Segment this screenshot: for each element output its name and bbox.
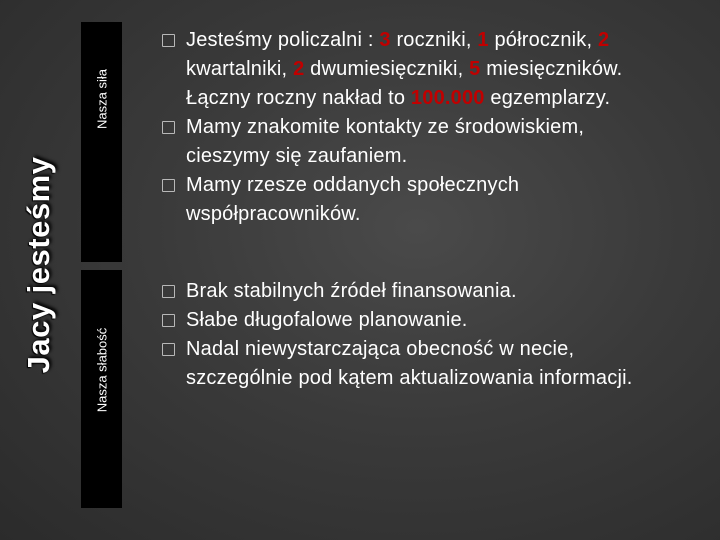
weakness-item-planning [160, 306, 633, 335]
weakness-item-funding [160, 277, 633, 306]
strength-item-collaborators [160, 171, 622, 229]
strength-item-line: cieszymy się zaufaniem. [186, 145, 408, 167]
number-highlight: 1 [477, 29, 489, 51]
strength-item-line [186, 84, 622, 113]
checkbox-bullet-icon [162, 179, 175, 192]
strength-item-contacts [160, 113, 622, 171]
strength-item-line: Mamy znakomite kontakty ze środowiskiem, [186, 116, 585, 138]
strengths-list [160, 26, 622, 229]
weakness-label: Nasza słabość [94, 327, 109, 413]
text-segment: egzemplarzy. [484, 87, 611, 109]
strength-item-publications [160, 26, 622, 113]
checkbox-bullet-icon [162, 34, 175, 47]
number-highlight: 5 [469, 58, 481, 80]
slide-title-container [18, 150, 60, 380]
strength-item-line [186, 26, 622, 55]
text-segment: miesięczników. [480, 58, 623, 80]
text-segment: Łączny roczny nakład to [186, 87, 411, 109]
text-segment: roczniki, [390, 29, 478, 51]
text-segment: dwumiesięczniki, [304, 58, 470, 80]
weakness-item-line: Nadal niewystarczająca obecność w necie, [186, 338, 575, 360]
checkbox-bullet-icon [162, 314, 175, 327]
number-highlight: 3 [379, 29, 391, 51]
checkbox-bullet-icon [162, 121, 175, 134]
weakness-panel [81, 270, 122, 508]
number-highlight: 2 [598, 29, 610, 51]
number-highlight: 2 [293, 58, 305, 80]
strength-item-line [186, 55, 622, 84]
slide-title: Jacy jesteśmy [21, 156, 56, 374]
strength-item-line: Mamy rzesze oddanych społecznych [186, 174, 520, 196]
weakness-item-line: szczególnie pod kątem aktualizowania informacji. [186, 367, 633, 389]
text-segment: kwartalniki, [186, 58, 294, 80]
strength-item-line: współpracowników. [186, 203, 361, 225]
weakness-item-line: Brak stabilnych źródeł finansowania. [186, 280, 517, 302]
strength-label: Nasza siła [94, 68, 109, 129]
checkbox-bullet-icon [162, 285, 175, 298]
checkbox-bullet-icon [162, 343, 175, 356]
strength-panel [81, 22, 122, 262]
weakness-item-online-presence [160, 335, 633, 393]
text-segment: Jesteśmy policzalni : [186, 29, 380, 51]
number-highlight: 100.000 [410, 87, 485, 109]
text-segment: półrocznik, [488, 29, 598, 51]
weakness-item-line: Słabe długofalowe planowanie. [186, 309, 468, 331]
weaknesses-list [160, 277, 633, 393]
